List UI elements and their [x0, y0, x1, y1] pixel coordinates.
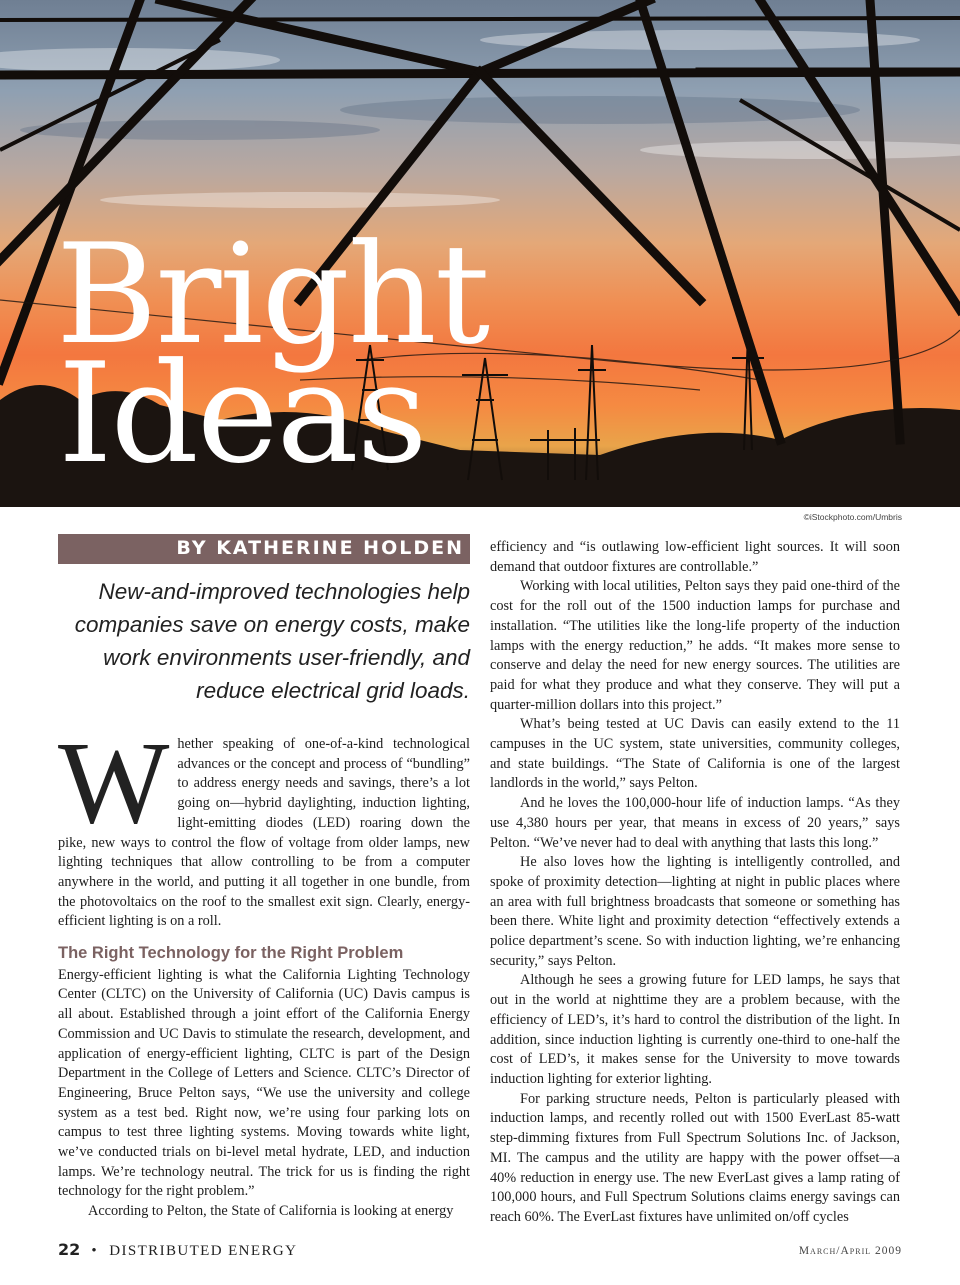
- intro-paragraph: [58, 717, 470, 932]
- section-subhead: The Right Technology for the Right Problem: [58, 944, 404, 963]
- left-column: [58, 717, 470, 1222]
- body-paragraph: Working with local utilities, Pelton says they paid one-third of the cost for the roll out of the 1500 induction lamps for purchase and installation. “The utilities like the long-life property of the induction lamps with the energy reduction,” he adds. “It makes more sense to conserve and delay the need for new energy sources. The utilities are paid for what they produce and what they conserve. They will put a quarter-million dollars into this project.”: [490, 578, 900, 713]
- body-paragraph: According to Pelton, the State of California is looking at energy: [88, 1203, 454, 1220]
- byline-text: BY KATHERINE HOLDEN: [176, 537, 464, 559]
- article-title: [56, 214, 489, 494]
- article-deck: New-and-improved technologies help companies save on energy costs, make work environments user-friendly, and reduce electrical grid loads.: [74, 579, 470, 703]
- body-paragraph: He also loves how the lighting is intelligently controlled, and spoke of proximity detection—lighting at night in public places where an area with full brightness broadcasts that someone or something has been there. White light and proximity detection “effectively extends a police department’s scene. So with induction lighting, we’re enhancing security,” says Pelton.: [490, 854, 900, 969]
- body-paragraph: For parking structure needs, Pelton is particularly pleased with induction lamps, and recently rolled out with 1500 EverLast 85-watt step-dimming fixtures from Full Spectrum Solutions Inc. of Jackson, MI. The campus and the utility are happy with the power offset—a 40% reduction in energy use. The new EverLast gives a lamp rating of 100,000 hours, and Full Spectrum Solutions claims energy savings can reach 60%. The EverLast fixtures have unlimited on/off cycles: [490, 1090, 900, 1225]
- body-paragraph: Energy-efficient lighting is what the California Lighting Technology Center (CLTC) on the University of California (UC) Davis campus is all about. Established through a joint effort of the California Energy Commission and UC Davis to stimulate the research, development, and application of energy-efficient lighting, CLTC is part of the Design Department in the College of Letters and Science. CLTC’s Director of Engineering, Bruce Pelton says, “We use the university and college system as a test bed. Right now, we’re using four parking lots on campus to test three lighting systems. Moving towards white light, we’ve conducted trials on bi-level metal hydrate, LED, and induction lamps. We’re technology neutral. The trick for us is finding the right technology for the right problem.”: [58, 966, 470, 1200]
- page-number: 22: [58, 1240, 81, 1259]
- issue-date: March/April 2009: [798, 1245, 902, 1257]
- right-column: [490, 538, 900, 1228]
- drop-cap: W: [58, 717, 170, 848]
- body-paragraph: Although he sees a growing future for LED lamps, he says that out in the world at nighttime they are a problem because, with the efficiency of LED’s, it’s hard to control the distribution of the light. In addition, since induction lighting is currently one-third to one-half the cost of LED’s, it makes sense for the University to move towards induction lighting for exterior lighting.: [490, 972, 900, 1087]
- photo-credit: ©iStockphoto.com/Umbris: [803, 512, 902, 522]
- publication-name: DISTRIBUTED ENERGY: [109, 1243, 298, 1259]
- page-footer: [58, 1240, 297, 1260]
- hero-photo: [0, 0, 960, 507]
- intro-text: hether speaking of one-of-a-kind technological advances or the concept and process of “bundling” to address energy needs and savings, there’s a lot going on—hybrid daylighting, induction lighting, light-emitting diodes (LED) roaring down the pike, new ways to control the flow of voltage from older lamps, new lighting techniques that allow controlling to be from a computer anywhere in the world, and putting it all together in one bundle, from the photovoltaics on the roof to the smallest exit sign. Clearly, energy-efficient lighting is on a roll.: [58, 736, 470, 930]
- title-line-1: Bright: [56, 214, 489, 375]
- byline-bar: [58, 534, 470, 564]
- body-paragraph: efficiency and “is outlawing low-efficient light sources. It will soon demand that outdoor fixtures are controllable.”: [490, 539, 900, 575]
- body-paragraph: And he loves the 100,000-hour life of induction lamps. “As they use 4,380 hours per year, that means in excess of 20 years,” says Pelton. “We’ve never had to deal with anything that lasts this long.”: [490, 795, 900, 851]
- footer-separator: •: [91, 1243, 99, 1259]
- title-line-2: Ideas: [58, 332, 426, 494]
- body-paragraph: What’s being tested at UC Davis can easily extend to the 11 campuses in the UC system, state universities, community colleges, and state buildings. “The State of California is one of the largest landlords in the world,” says Pelton.: [490, 716, 900, 792]
